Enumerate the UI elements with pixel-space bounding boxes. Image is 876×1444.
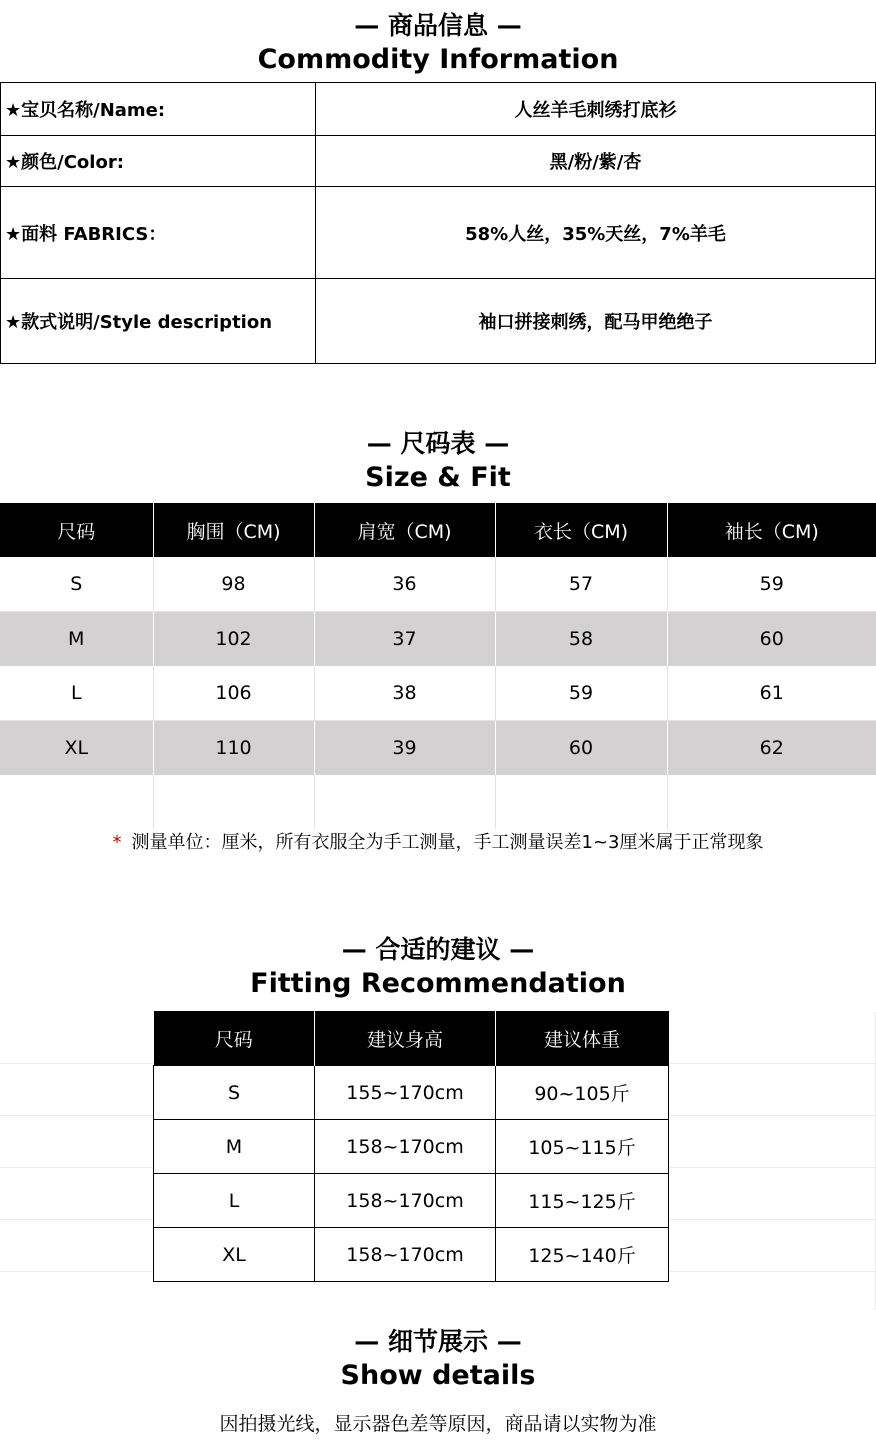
size-cell: 102 [153, 612, 314, 667]
fit-row [154, 1228, 669, 1282]
size-cell: 98 [153, 557, 314, 612]
fit-cell: 105~115斤 [496, 1120, 669, 1174]
info-value: 袖口拼接刺绣，配马甲绝绝子 [316, 279, 876, 364]
size-cell: XL [0, 721, 153, 776]
fit-cell: 158~170cm [315, 1228, 496, 1282]
info-label: ★宝贝名称/Name: [1, 83, 316, 136]
size-cell: 39 [314, 721, 495, 776]
fit-header-cell: 尺码 [154, 1011, 315, 1066]
size-header-cell: 胸围（CM) [153, 503, 314, 557]
size-title-en: Size & Fit [365, 462, 511, 493]
size-cell: M [0, 612, 153, 667]
commodity-info-table [0, 82, 876, 364]
fit-cell: 158~170cm [315, 1174, 496, 1228]
size-cell: 58 [495, 612, 667, 667]
fit-cell: 125~140斤 [496, 1228, 669, 1282]
details-disclaimer: 因拍摄光线，显示器色差等原因，商品请以实物为准 [219, 1413, 657, 1435]
fit-cell: S [154, 1066, 315, 1120]
size-cell: 59 [495, 666, 667, 721]
size-cell: 60 [667, 612, 876, 667]
info-label: ★面料 FABRICS： [1, 187, 316, 279]
info-label: ★颜色/Color: [1, 136, 316, 187]
size-cell: 106 [153, 666, 314, 721]
size-header-row [0, 503, 876, 557]
fit-row [154, 1066, 669, 1120]
fitting-title-en: Fitting Recommendation [250, 968, 626, 999]
size-row [0, 666, 876, 721]
fit-header-row [154, 1011, 669, 1066]
info-row-style [1, 279, 876, 364]
size-cell: 36 [314, 557, 495, 612]
info-row-fabrics [1, 187, 876, 279]
size-cell-empty [495, 775, 667, 829]
size-cell-empty [153, 775, 314, 829]
size-header-cell: 肩宽（CM) [314, 503, 495, 557]
fitting-title-zh: — 合适的建议 — [341, 935, 535, 964]
info-label: ★款式说明/Style description [1, 279, 316, 364]
size-cell-empty [667, 775, 876, 829]
fit-cell: 90~105斤 [496, 1066, 669, 1120]
size-title-zh: — 尺码表 — [366, 429, 510, 458]
note-asterisk: * [112, 832, 122, 853]
fit-row [154, 1120, 669, 1174]
fit-cell: XL [154, 1228, 315, 1282]
size-cell-empty [314, 775, 495, 829]
fitting-table [153, 1011, 669, 1282]
note-text: 测量单位：厘米，所有衣服全为手工测量，手工测量误差1~3厘米属于正常现象 [131, 832, 764, 853]
info-value: 人丝羊毛刺绣打底衫 [316, 83, 876, 136]
info-row-name [1, 83, 876, 136]
size-header-cell: 衣长（CM) [495, 503, 667, 557]
size-cell-empty [0, 775, 153, 829]
size-header-cell: 袖长（CM) [667, 503, 876, 557]
size-cell: L [0, 666, 153, 721]
size-cell: 57 [495, 557, 667, 612]
size-cell: 60 [495, 721, 667, 776]
size-header-cell: 尺码 [0, 503, 153, 557]
size-cell: 38 [314, 666, 495, 721]
info-row-color [1, 136, 876, 187]
fit-row [154, 1174, 669, 1228]
commodity-title-zh: — 商品信息 — [354, 11, 522, 40]
size-row [0, 557, 876, 612]
info-value: 58%人丝，35%天丝，7%羊毛 [316, 187, 876, 279]
fit-header-cell: 建议体重 [496, 1011, 669, 1066]
size-table [0, 503, 876, 829]
fit-cell: 158~170cm [315, 1120, 496, 1174]
size-row [0, 612, 876, 667]
size-cell: 59 [667, 557, 876, 612]
fit-cell: 155~170cm [315, 1066, 496, 1120]
details-title-zh: — 细节展示 — [354, 1327, 522, 1356]
fit-cell: M [154, 1120, 315, 1174]
commodity-title-en: Commodity Information [257, 44, 619, 75]
fit-cell: L [154, 1174, 315, 1228]
size-row-empty [0, 775, 876, 829]
fit-cell: 115~125斤 [496, 1174, 669, 1228]
details-title-en: Show details [340, 1360, 536, 1391]
size-cell: 110 [153, 721, 314, 776]
fit-header-cell: 建议身高 [315, 1011, 496, 1066]
size-cell: 61 [667, 666, 876, 721]
measurement-note [0, 828, 876, 854]
size-cell: S [0, 557, 153, 612]
size-row [0, 721, 876, 776]
size-cell: 37 [314, 612, 495, 667]
info-value: 黑/粉/紫/杏 [316, 136, 876, 187]
size-cell: 62 [667, 721, 876, 776]
